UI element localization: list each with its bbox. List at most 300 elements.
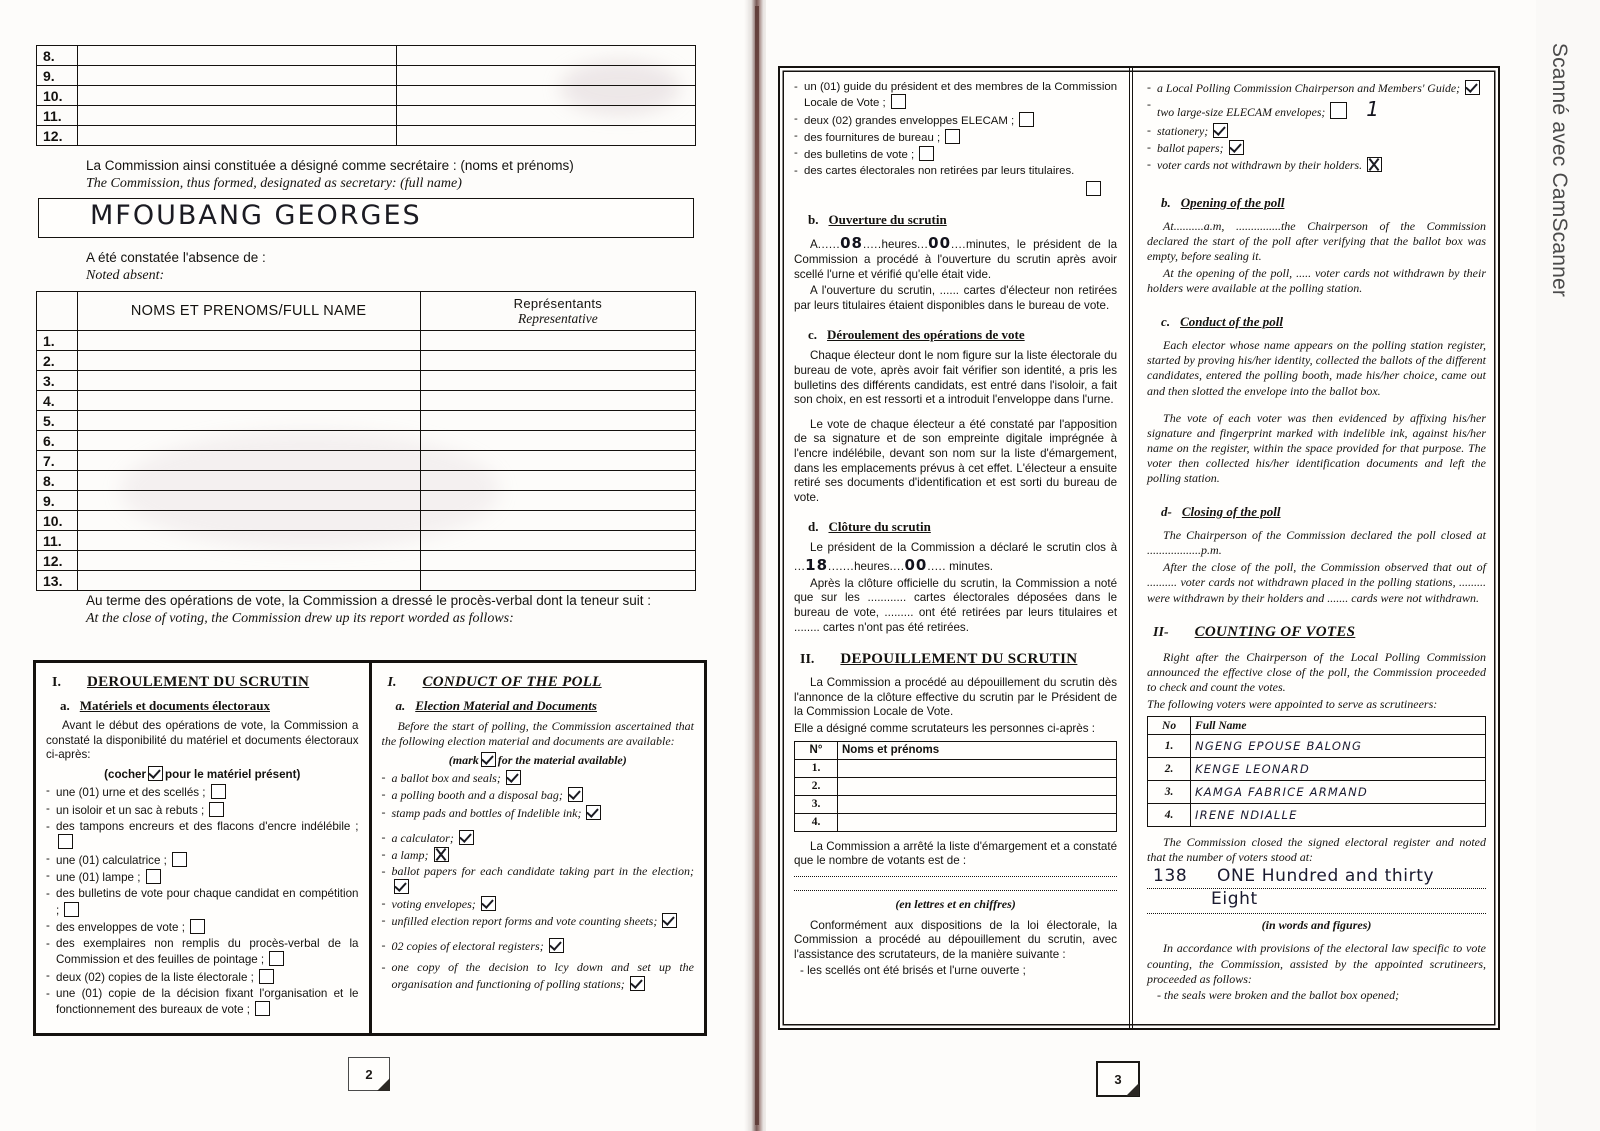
checkbox-checked[interactable] [1213,123,1228,138]
list-item [46,969,359,986]
subsection-heading-d [1161,504,1486,520]
material-list-continued-en [1147,80,1486,173]
table-row [37,471,696,491]
list-item [46,937,359,968]
cell-scrutineer-name[interactable]: IRENE NDIALLE [1191,804,1486,827]
camscanner-watermark [1524,0,1594,340]
cell-representative[interactable] [420,451,695,471]
subsection-title: Matériels et documents électoraux [79,698,270,713]
table-header-row [1148,717,1486,735]
cell-representative[interactable] [420,371,695,391]
report-column-french [36,663,372,1033]
absent-note-fr: A été constatée l'absence de : [86,250,266,265]
checkbox-checked[interactable] [394,879,409,894]
right-column-french [780,68,1133,1028]
handwritten-annotation-one: 1 [1366,96,1379,121]
table-row [1148,781,1486,804]
item-label: deux (02) grandes enveloppes ELECAM ; [804,114,1015,127]
closing-cards-paragraph-fr: Après la clôture officielle du scrutin, la Commission a noté que sur les ............ cartes électorales déposées dans le bureau de vote, ......... ont été retirées par leurs titulaires et ........ cartes n'ont pas été retirées. [794,576,1118,634]
column-header-no: No [1148,717,1191,735]
cell-full-name[interactable] [77,391,420,411]
column-header-representative-fr: Représentants [513,295,603,311]
list-item [794,146,1117,162]
list-item [46,987,359,1018]
cell-representative[interactable] [420,351,695,371]
list-item [382,864,695,895]
subsection-heading [60,698,359,714]
cell-representative[interactable] [420,491,695,511]
opening-cards-paragraph-en: At the opening of the poll, ..... voter cards not withdrawn by their holders were available at the polling station. [1147,265,1486,296]
checkbox-row-trailing [794,180,1103,198]
item-label: des enveloppes de vote ; [56,921,185,935]
cell-full-name[interactable] [77,471,420,491]
continued-members-table [36,45,696,146]
checkbox-checked[interactable] [662,913,677,928]
row-number: 8. [37,471,78,491]
cell-full-name[interactable] [77,571,420,591]
column-header-full-name: NOMS ET PRENOMS/FULL NAME [77,292,420,331]
item-label: des bulletins de vote pour chaque candidat en compétition ; [56,886,359,917]
row-number: 1. [37,331,78,351]
table-row [37,551,696,571]
absent-note-en: Noted absent: [86,267,165,283]
list-item [794,164,1117,178]
subsection-letter: d- [1161,504,1172,520]
table-row [37,126,696,146]
cell-scrutineer-name[interactable]: NGENG EPOUSE BALONG [1191,735,1486,758]
camscanner-watermark-text: Scanné avec CamScanner [1548,42,1571,298]
conduct-paragraph2-fr: Le vote de chaque électeur a été constaté par l'apposition de sa signature et de son empreinte digitale imprégnée à l'encre indélébile, devant son nom sur la liste d'émargement, dans les emplacements prévus à cet effet. L'électeur a ensuite retiré ses documents d'identification et est sorti du bureau de vote. [794,417,1118,504]
cell-representative[interactable] [420,411,695,431]
row-number: 4. [37,391,78,411]
right-column-english [1133,68,1498,1028]
opening-paragraph-fr: A......08.....heures...00....minutes, le président de la Commission a procédé à l'ouverture du scrutin après avoir scellé l'urne et vérifié qu'elle était vide. [794,234,1118,281]
scrutineers-table-fr [794,741,1117,832]
table-row [1148,735,1486,758]
item-label: unfilled election report forms and vote counting sheets; [391,914,658,929]
subsection-title: Opening of the poll [1180,194,1285,210]
checkbox[interactable] [64,902,79,917]
table-row [1148,804,1486,827]
right-page-content [766,0,1536,1131]
list-item [382,847,695,863]
mark-instruction-suffix: for the material available) [497,753,627,768]
mark-instruction-prefix: (cocher [104,767,147,781]
list-item [46,820,359,851]
list-item [794,112,1117,128]
subsection-letter: c. [1161,314,1171,330]
list-item [382,896,695,912]
row-number: 3. [1148,781,1191,804]
table-row [37,66,696,86]
cell-full-name[interactable] [77,531,420,551]
section2-heading-en [1153,624,1486,641]
list-item [1147,157,1486,173]
closing-paragraph-en: The Chairperson of the Commission declared the poll closed at ..................p.m. [1147,528,1486,558]
checkbox-checked[interactable] [586,805,601,820]
row-number: 1. [1148,735,1191,758]
closing-note-en: At the close of voting, the Commission drew up its report worded as follows: [86,610,514,626]
conduct-paragraph1-fr: Chaque électeur dont le nom figure sur la liste électorale du bureau de vote, après avoir fait vérifier son identité, a pris les bulletins des différents candidats, est entré dans l'isoloir, a fait son choix, en est ressorti et a introduit l'enveloppe dans l'urne. [794,349,1118,407]
secretary-note-en: The Commission, thus formed, designated as secretary: (full name) [86,175,462,191]
item-label: 02 copies of electoral registers; [391,939,544,954]
list-item [46,919,359,936]
mark-instruction-en [382,752,695,768]
voters-count-words-line2: Eight [1211,889,1258,910]
checkbox[interactable] [209,802,224,817]
section-heading [52,674,359,691]
list-item [382,830,695,846]
report-section-box [33,660,707,1036]
column-header-full-name: Full Name [1191,717,1486,735]
cell-full-name[interactable] [77,411,420,431]
checkbox-checked[interactable] [568,787,583,802]
row-number: 11. [37,531,78,551]
item-label: stationery; [1157,124,1209,139]
table-row [795,795,1117,813]
row-number: 5. [37,411,78,431]
checkbox[interactable] [919,146,934,161]
list-item [382,913,695,929]
section-title: COUNTING OF VOTES [1194,623,1356,640]
subsection-heading-b [1161,195,1486,211]
opening-hours-label: heures [881,238,917,252]
row-number: 3. [37,371,78,391]
closing-note [86,592,696,628]
opening-suffix: minutes, le président de la Commission a procédé à l'ouverture du scrutin après avoir scellé l'urne et vérifié qu'elle était vide. [794,238,1118,281]
subsection-letter: d. [808,519,819,535]
row-number: 4. [795,813,838,831]
row-number: 2. [795,777,838,795]
scanned-page-left [0,0,748,1131]
conduct-paragraph2-en: The vote of each voter was then evidenced by affixing his/her signature and fingerprint marked with indelible ink, against his/her name on the register, within the space provided for that purpose. The voter then collected his/her identification documents and left the polling station. [1147,410,1486,486]
cell-full-name[interactable] [77,331,420,351]
list-item [794,129,1117,145]
list-item [46,887,359,918]
table-row [37,411,696,431]
list-item [382,960,695,991]
checkbox[interactable] [255,1001,270,1016]
column-header-representative [420,292,695,331]
opening-paragraph-en: At..........a.m, ...............the Chairperson of the Commission declared the start of the poll after verifying that the ballot box was empty, before sealing it. [1147,218,1486,263]
subsection-heading-b [808,212,1117,228]
table-row [37,371,696,391]
table-header-row [37,292,696,331]
item-label: un isoloir et un sac à rebuts ; [56,803,205,817]
cell-representative[interactable] [420,551,695,571]
table-row [1148,758,1486,781]
cell-representative[interactable] [420,431,695,451]
checkbox-checked[interactable] [549,938,564,953]
cell-full-name[interactable] [77,431,420,451]
material-list-en [382,770,695,991]
row-number: 9. [37,66,78,86]
cell-representative[interactable] [420,331,695,351]
item-label: des exemplaires non remplis du procès-verbal de la Commission et des feuilles de pointage ; [56,936,359,967]
absentees-table [36,291,696,591]
cell-full-name[interactable] [77,511,420,531]
checkbox[interactable] [945,129,960,144]
table-row [37,531,696,551]
report-column-english [372,663,705,1033]
table-row [37,491,696,511]
section2-heading-fr [800,651,1117,668]
closing-hours-value: 18 [805,555,829,574]
table-row [795,813,1117,831]
checkbox-checked[interactable] [630,976,645,991]
closing-hours-label: heures [854,559,890,573]
section-title: DEPOUILLEMENT DU SCRUTIN [840,651,1078,668]
checkbox-checked[interactable] [506,770,521,785]
row-number: 1. [795,759,838,777]
checkbox[interactable] [1086,181,1101,196]
item-label: a Local Polling Commission Chairperson and Members' Guide; [1157,81,1461,95]
cell-name[interactable] [838,795,1117,813]
row-number: 12. [37,126,78,146]
item-label: deux (02) copies de la liste électorale ; [56,970,254,984]
list-item [46,802,359,819]
checkbox[interactable] [1019,112,1034,127]
row-number: 10. [37,86,78,106]
item-label: une (01) copie de la décision fixant l'organisation et le fonctionnement des bureaux de vote ; [56,986,359,1017]
cell-scrutineer-name[interactable]: KENGE LEONARD [1191,758,1486,781]
table-row [37,391,696,411]
item-label: ballot papers; [1157,140,1224,155]
table-row [37,86,696,106]
item-label: stamp pads and bottles of Indelible ink; [391,805,582,820]
secretary-note [86,157,686,193]
counting-paragraph1-fr: La Commission a procédé au dépouillement du scrutin dès l'annonce de la clôture effective du scrutin par le Président de la Commission Locale de Vote. [794,676,1118,719]
item-label: voter cards not withdrawn by their holders. [1157,157,1363,172]
cell-representative[interactable] [420,471,695,491]
item-label: one copy of the decision to lcy down and set up the organisation and functioning of polling stations; [391,960,694,991]
checkbox-checked[interactable] [1465,80,1480,95]
section-number: II- [1153,624,1169,640]
table-row [795,759,1117,777]
mark-instruction-suffix: pour le matériel présent) [165,767,301,781]
row-number: 13. [37,571,78,591]
item-label: voting envelopes; [391,897,476,912]
counting-step1-fr: - les scellés ont été brisés et l'urne ouverte ; [800,963,1026,977]
voters-count-words-line1: ONE Hundred and thirty [1217,866,1435,887]
words-figures-note-fr: (en lettres et en chiffres) [895,896,1016,911]
opening-minutes-value: 00 [928,234,952,253]
secretary-note-fr: La Commission ainsi constituée a désigné comme secrétaire : (noms et prénoms) [86,158,574,173]
item-label: des bulletins de vote ; [804,149,915,162]
list-item [1147,80,1486,96]
checkbox[interactable] [58,834,73,849]
cell-scrutineer-name[interactable]: KAMGA FABRICE ARMAND [1191,781,1486,804]
item-label: a lamp; [391,847,429,862]
checkbox[interactable] [269,951,284,966]
checkbox[interactable] [211,784,226,799]
mark-instruction-prefix: (mark [448,753,479,768]
subsection-letter: b. [808,212,819,228]
closing-prefix: Le président de la Commission a déclaré le scrutin clos à [810,541,1118,555]
list-item [382,938,695,954]
section-heading [388,674,695,691]
column-header-representative-en: Representative [518,310,598,326]
subsection-heading-d [808,519,1117,535]
item-label: a calculator; [391,830,454,845]
material-list-continued-fr [794,80,1117,178]
table-row [37,451,696,471]
item-label: une (01) urne et des scellés ; [56,786,206,800]
checkbox[interactable] [1330,102,1347,119]
section-number: II. [800,652,815,668]
subsection-title: Ouverture du scrutin [828,212,947,228]
item-label: une (01) lampe ; [56,871,141,885]
table-row [37,571,696,591]
checkbox[interactable] [891,94,906,109]
subsection-heading-c [1161,314,1486,330]
subsection-title: Election Material and Documents [415,698,597,713]
voters-count-line-2[interactable] [1147,889,1486,914]
column-header-no: N° [795,741,838,759]
cell-full-name[interactable] [77,491,420,511]
subsection-heading [396,698,695,714]
list-item [382,787,695,803]
cell-name[interactable] [838,813,1117,831]
cell-representative[interactable] [420,511,695,531]
row-number: 11. [37,106,78,126]
voters-count-note-fr: La Commission a arrêté la liste d'émargement et a constaté que le nombre de votants est de : [794,839,1118,868]
subsection-title: Conduct of the poll [1180,314,1284,330]
cell-representative[interactable] [420,391,695,411]
cell-name[interactable] [838,777,1117,795]
item-label: des fournitures de bureau ; [804,132,941,145]
list-item [1147,97,1486,122]
subsection-letter: c. [808,327,818,343]
secretary-name-handwritten: MFOUBANG GEORGES [90,200,422,231]
table-header-row [795,741,1117,759]
left-page-content [0,0,748,1131]
subsection-heading-c [808,327,1117,343]
list-item [1147,123,1486,139]
checkbox-checked[interactable] [1229,140,1244,155]
mark-instruction-fr [46,766,359,783]
list-item [46,869,359,886]
cell-full-name[interactable] [77,551,420,571]
checkbox-example-icon [481,752,496,767]
list-item [794,80,1117,111]
opening-cards-paragraph-fr: A l'ouverture du scrutin, ...... cartes d'électeur non retirées par leurs titulaires étaient disponibles dans le bureau de vote. [794,284,1118,312]
closing-note-fr: Au terme des opérations de vote, la Commission a dressé le procès-verbal dont la teneur suit : [86,593,652,608]
material-list-fr [46,784,359,1017]
row-number: 8. [37,46,78,66]
cell-representative[interactable] [420,531,695,551]
list-item [46,784,359,801]
voters-count-note-en: The Commission closed the signed electoral register and noted that the number of voters stood at: [1147,835,1486,865]
checkbox-crossed[interactable] [1367,157,1382,172]
closing-minutes-value: 00 [904,555,928,574]
cell-full-name[interactable] [77,371,420,391]
page-number-marker-right: 3 [1096,1061,1140,1097]
checkbox[interactable] [172,852,187,867]
checkbox-checked[interactable] [481,896,496,911]
counting-paragraph1-en: Right after the Chairperson of the Local Polling Commission announced the effective close of the poll, the Commission proceeded to check and count the votes. [1147,649,1486,694]
row-number: 10. [37,511,78,531]
row-number: 6. [37,431,78,451]
counting-paragraph2-fr: Elle a désigné comme scrutateurs les personnes ci-après : [794,722,1095,735]
section-number: I. [52,675,61,690]
table-row [37,46,696,66]
section-title: DEROULEMENT DU SCRUTIN [86,674,310,690]
voters-count-line-1[interactable] [1147,866,1486,889]
row-number: 3. [795,795,838,813]
row-number: 12. [37,551,78,571]
opening-prefix: A [810,238,818,252]
list-item [382,805,695,821]
item-label: ballot papers for each candidate taking part in the election; [391,863,694,878]
subsection-letter: a. [395,698,406,713]
column-header-names: Noms et prénoms [838,741,1117,759]
table-row [795,777,1117,795]
subsection-title: Déroulement des opérations de vote [827,327,1025,343]
subsection-letter: a. [60,698,70,713]
item-label: un (01) guide du président et des membres de la Commission Locale de Vote ; [804,81,1118,110]
closing-paragraph-fr: Le président de la Commission a déclaré le scrutin clos à ...18.......heures....00..... minutes. [794,541,1118,574]
item-label: une (01) calculatrice ; [56,853,167,867]
table-row [37,331,696,351]
checkbox-checked[interactable] [459,830,474,845]
item-label: a polling booth and a disposal bag; [391,788,563,803]
cell-representative[interactable] [420,571,695,591]
checkbox-crossed[interactable] [434,847,449,862]
counting-paragraph4-fr: Conformément aux dispositions de la loi électorale, la Commission a procédé au dépouillement du scrutin, avec l'assistance des scrutateurs, de la manière suivante : [794,918,1118,962]
row-number: 2. [37,351,78,371]
cell-full-name[interactable] [77,351,420,371]
item-label: des tampons encreurs et des flacons d'encre indélébile ; [56,819,359,833]
table-row [37,511,696,531]
words-figures-note-en: (in words and figures) [1261,918,1372,933]
subsection-title: Clôture du scrutin [828,519,931,535]
item-label: a ballot box and seals; [391,771,501,786]
item-label: two large-size ELECAM envelopes; [1157,104,1326,119]
subsection-letter: b. [1161,194,1171,210]
right-report-box [778,66,1500,1030]
material-intro-fr: Avant le début des opérations de vote, la Commission a constaté la disponibilité du matériel et documents électoraux ci-après: [46,719,359,762]
list-item [46,852,359,869]
checkbox[interactable] [146,869,161,884]
voters-count-line-2[interactable] [794,889,1117,891]
absent-note [86,249,586,285]
checkbox-example-icon [148,766,163,781]
list-item [382,770,695,786]
counting-paragraph4-en: In accordance with provisions of the electoral law specific to vote counting, the Commission, assisted by the appointed scrutineers, proceeded as follows: [1147,941,1486,986]
table-row [37,106,696,126]
row-number: 9. [37,491,78,511]
closing-cards-paragraph-en: After the close of the poll, the Commission observed that out of .......... voter cards not withdrawn placed in the polling stations, ......... were withdrawn by their holders and ....... cards were not withdrawn. [1147,560,1486,605]
row-number: 7. [37,451,78,471]
row-number: 4. [1148,804,1191,827]
checkbox[interactable] [259,969,274,984]
table-row [37,351,696,371]
closing-suffix: minutes. [949,559,993,573]
conduct-paragraph1-en: Each elector whose name appears on the polling station register, started by proving his/her identity, collected the ballots of the different candidates, entered the polling booth, made his/her choice, came out and then slotted the envelope into the ballot box. [1147,338,1486,398]
checkbox[interactable] [190,919,205,934]
scrutineers-table-en [1147,716,1486,827]
subsection-title: Closing of the poll [1181,504,1281,520]
item-label: des cartes électorales non retirées par leurs titulaires. [804,164,1075,177]
opening-hours-value: 08 [840,234,863,253]
cell-name[interactable] [838,759,1117,777]
voters-count-line-1[interactable] [794,875,1117,877]
voters-count-figures: 138 [1153,866,1188,887]
page-number-marker-left: 2 [348,1057,390,1091]
section-number: I. [387,675,397,690]
cell-full-name[interactable] [77,451,420,471]
